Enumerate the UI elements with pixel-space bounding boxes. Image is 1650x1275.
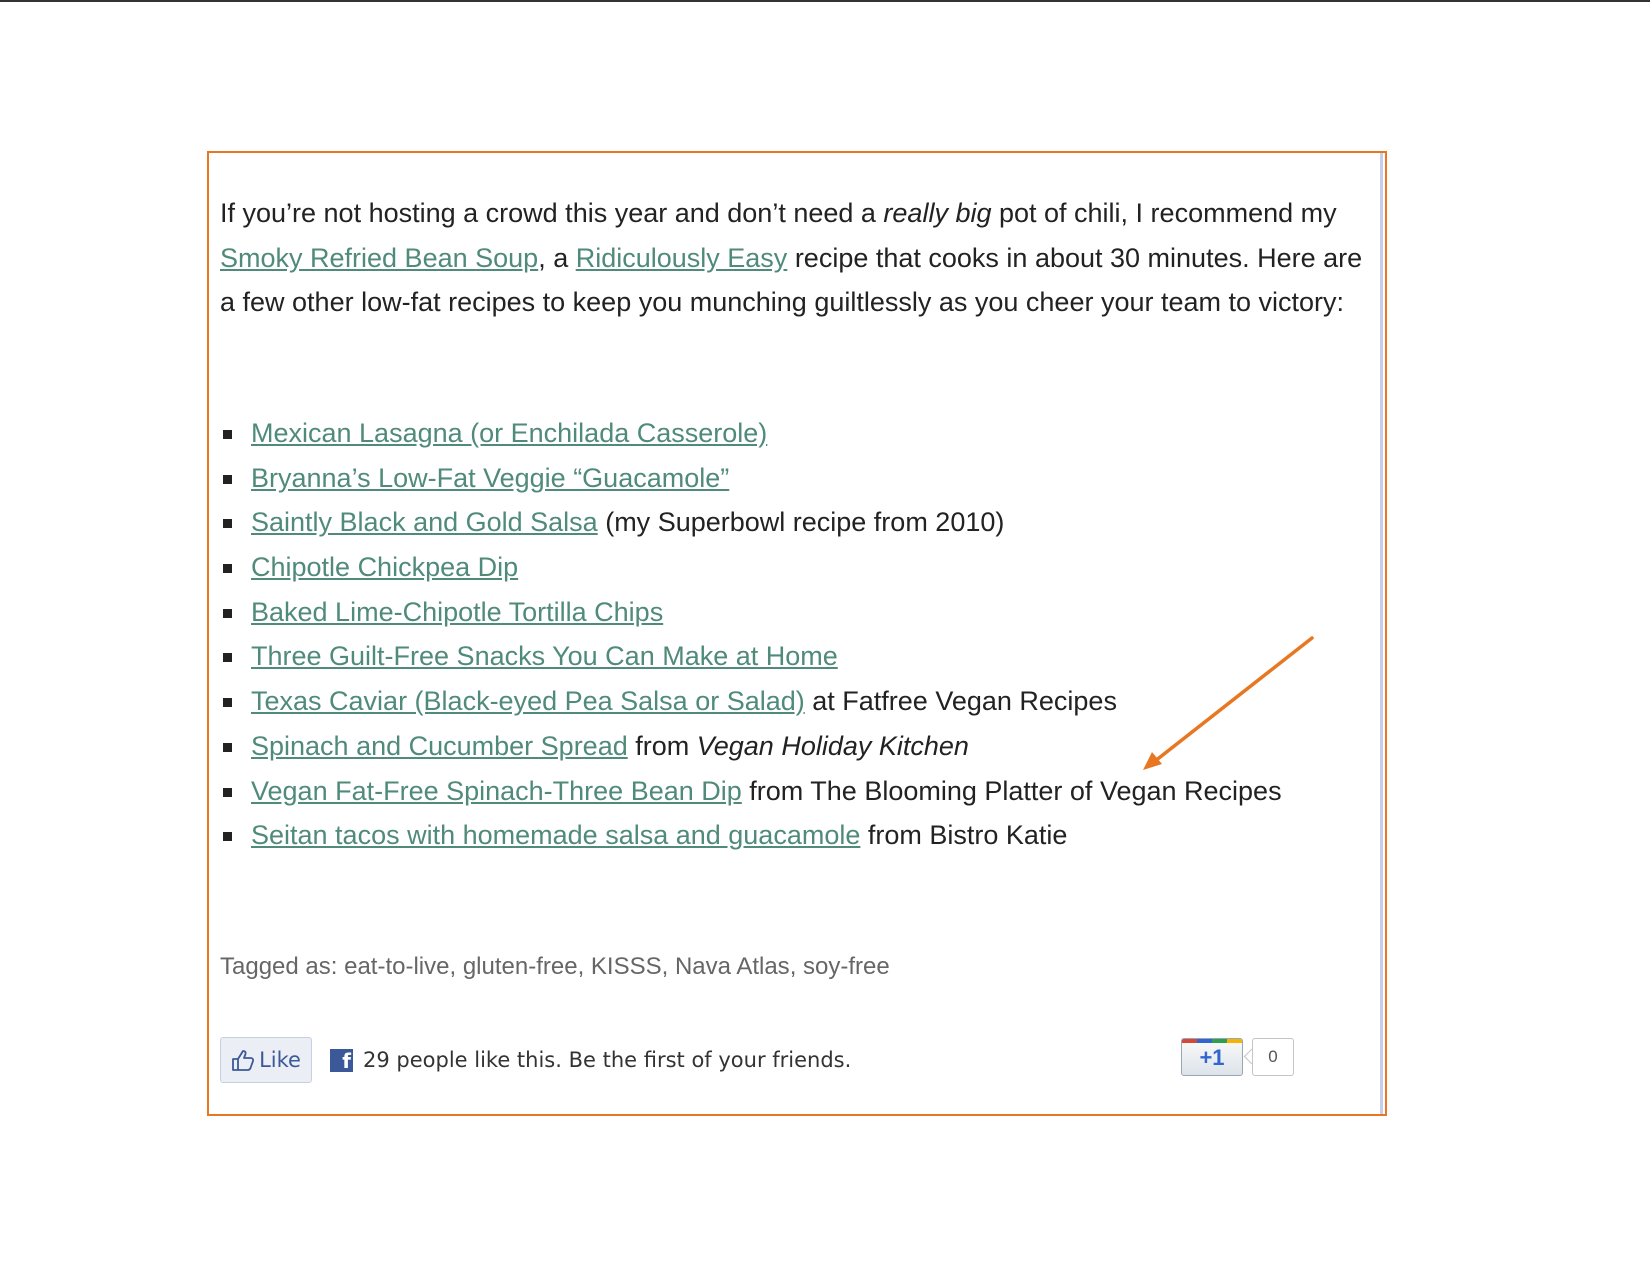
recipe-link[interactable]: Bryanna’s Low-Fat Veggie “Guacamole” — [251, 462, 730, 493]
plusone-label: +1 — [1199, 1045, 1225, 1070]
plusone-counter: 0 — [1252, 1038, 1294, 1076]
recipe-link[interactable]: Chipotle Chickpea Dip — [251, 552, 519, 583]
bullet-icon — [223, 430, 232, 439]
tag-link[interactable]: gluten-free — [462, 953, 578, 980]
list-item — [220, 411, 1282, 456]
recipe-link[interactable]: Baked Lime-Chipotle Tortilla Chips — [251, 596, 664, 627]
plusone-stripe-blue — [1197, 1039, 1212, 1043]
top-rule — [0, 0, 1650, 2]
intro-text-2: pot of chili, I recommend my — [991, 198, 1337, 228]
ridiculously-easy-link[interactable]: Ridiculously Easy — [575, 242, 788, 273]
bullet-icon — [223, 519, 232, 528]
bullet-icon — [223, 788, 232, 797]
tag-link[interactable]: Nava Atlas — [674, 953, 790, 980]
recipe-link[interactable]: Three Guilt-Free Snacks You Can Make at Home — [251, 641, 838, 672]
content-column-rule — [1380, 153, 1383, 1114]
highlight-frame — [207, 151, 1387, 1116]
list-item — [220, 500, 1282, 545]
tag-link[interactable]: eat-to-live — [344, 953, 450, 980]
bullet-icon — [223, 475, 232, 484]
recipe-link[interactable]: Seitan tacos with homemade salsa and guacamole — [251, 820, 861, 851]
list-item — [220, 813, 1282, 858]
recipe-list — [220, 411, 1282, 858]
recipe-link[interactable]: Texas Caviar (Black-eyed Pea Salsa or Salad) — [251, 686, 805, 717]
recipe-suffix-italic: Vegan Holiday Kitchen — [696, 730, 969, 761]
list-item — [220, 679, 1282, 724]
bullet-icon — [223, 653, 232, 662]
list-item — [220, 724, 1282, 769]
smoky-refried-bean-soup-link[interactable]: Smoky Refried Bean Soup — [220, 242, 539, 273]
list-item — [220, 456, 1282, 501]
plusone-stripe-green — [1212, 1039, 1227, 1043]
tag-link[interactable]: KISSS — [590, 953, 662, 980]
intro-text-3: , a — [538, 242, 576, 273]
intro-paragraph — [220, 191, 1370, 325]
plusone-stripe-yellow — [1227, 1039, 1242, 1043]
recipe-suffix: from The Blooming Platter of Vegan Recipes — [741, 775, 1282, 806]
like-count-text: 29 people like this. Be the first of your friends. — [363, 1048, 852, 1072]
tags-prefix: Tagged as: — [220, 953, 345, 980]
list-item — [220, 545, 1282, 590]
thumbs-up-icon — [231, 1049, 255, 1071]
recipe-suffix: from — [627, 730, 697, 761]
like-label: Like — [259, 1048, 301, 1072]
list-item — [220, 634, 1282, 679]
plusone-stripe-red — [1182, 1039, 1197, 1043]
recipe-link[interactable]: Saintly Black and Gold Salsa — [251, 507, 598, 538]
recipe-link[interactable]: Spinach and Cucumber Spread — [251, 730, 628, 761]
intro-text-1: If you’re not hosting a crowd this year and don’t need a — [220, 198, 884, 228]
bullet-icon — [223, 564, 232, 573]
recipe-suffix: from Bistro Katie — [860, 820, 1068, 851]
bullet-icon — [223, 698, 232, 707]
recipe-suffix: at Fatfree Vegan Recipes — [804, 686, 1117, 717]
list-item — [220, 769, 1282, 814]
recipe-suffix: (my Superbowl recipe from 2010) — [597, 507, 1005, 538]
intro-emphasis: really big — [883, 198, 992, 228]
bullet-icon — [223, 832, 232, 841]
tag-link[interactable]: soy-free — [803, 953, 890, 980]
tag-line: Tagged as: eat-to-live, gluten-free, KISSS, Nava Atlas, soy-free — [220, 953, 890, 980]
facebook-like-button[interactable] — [220, 1037, 312, 1083]
bullet-icon — [223, 609, 232, 618]
list-item — [220, 590, 1282, 635]
google-plus-one-button[interactable] — [1181, 1038, 1243, 1076]
facebook-icon: f — [330, 1049, 353, 1072]
recipe-link[interactable]: Mexican Lasagna (or Enchilada Casserole) — [251, 418, 768, 448]
recipe-link[interactable]: Vegan Fat-Free Spinach-Three Bean Dip — [251, 775, 742, 806]
intro-text-4: recipe that cooks in about 30 minutes. Here are a few other low-fat recipes to keep you munching guiltlessly as you cheer your team to victory: — [220, 242, 1363, 317]
bullet-icon — [223, 743, 232, 752]
